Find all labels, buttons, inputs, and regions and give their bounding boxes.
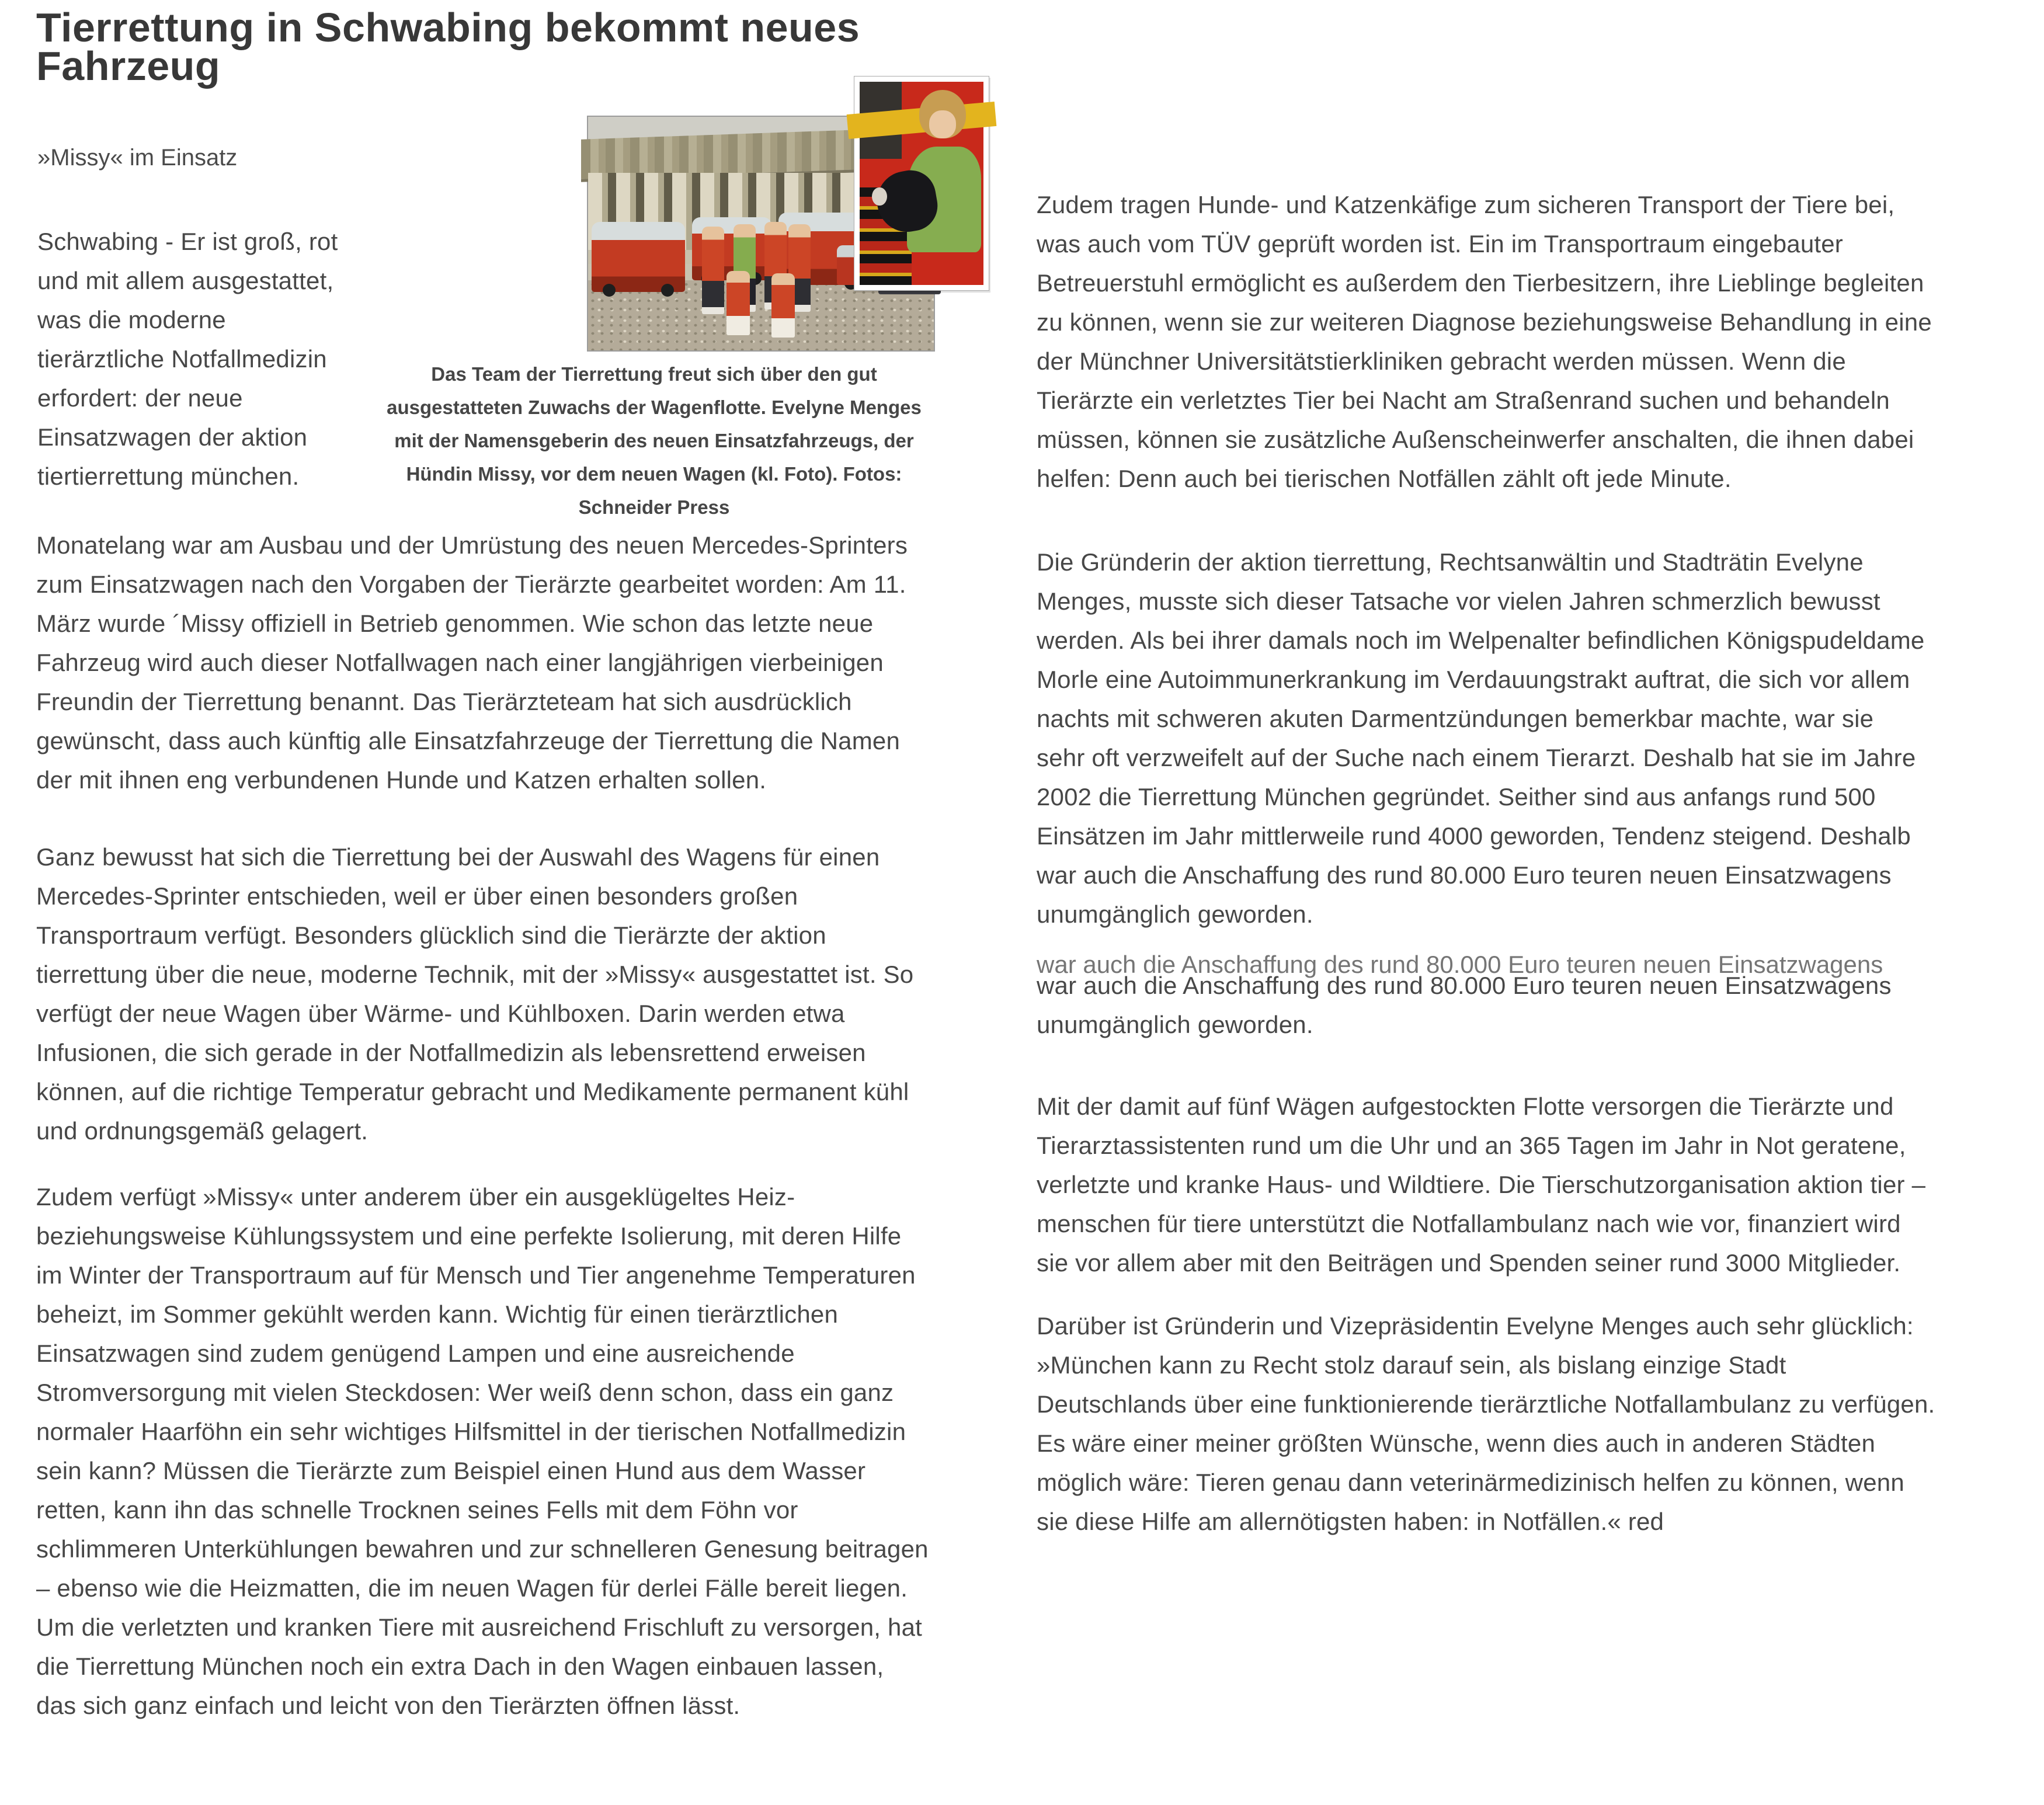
text-line: beziehungsweise Kühlungssystem und eine perfekte Isolierung, mit deren Hilfe [36,1222,902,1250]
paragraph-duplicate-fragment [1037,966,2029,1044]
text-line: sie diese Hilfe am allernötigsten haben: in Notfällen.« red [1037,1508,1664,1535]
text-line: normaler Haarföhn ein sehr wichtiges Hilfsmittel in der tierischen Notfallmedizin [36,1418,906,1445]
text-line: Die Gründerin der aktion tierrettung, Rechtsanwältin und Stadträtin Evelyne [1037,548,1864,576]
text-line: erfordert: der neue [37,384,243,412]
text-line: verletzte und kranke Haus- und Wildtiere. Die Tierschutzorganisation aktion tier – [1037,1171,1926,1198]
text-line: möglich wäre: Tieren genau dann veterinärmedizinisch helfen zu können, wenn [1037,1469,1904,1496]
text-line: Transportraum verfügt. Besonders glücklich sind die Tierärzte der aktion [36,921,826,949]
clipped-line-artifact [1037,951,2006,978]
paragraph-zudem-tragen [1037,185,2029,498]
paragraph-zudem-verfuegt [36,1177,1017,1725]
text-line: mit der Namensgeberin des neuen Einsatzfahrzeugs, der [394,430,914,451]
text-line: das sich ganz einfach und leicht von den Tierärzten öffnen lässt. [36,1692,741,1719]
text-line: Darüber ist Gründerin und Vizepräsidentin Evelyne Menges auch sehr glücklich: [1037,1312,1914,1340]
team-member [702,227,724,314]
text-line: Deutschlands über eine funktionierende tierärztliche Notfallambulanz zu verfügen. [1037,1390,1935,1418]
woman-face [929,110,957,139]
text-line: beheizt, im Sommer gekühlt werden kann. Wichtig für einen tierärztlichen [36,1300,839,1328]
team-member-kneeling [771,273,795,338]
text-line: Ganz bewusst hat sich die Tierrettung bei der Auswahl des Wagens für einen [36,843,880,871]
text-line: Schwabing - Er ist groß, rot [37,228,338,255]
text-line: tiertierrettung münchen. [37,462,300,490]
text-line: menschen für tiere unterstützt die Notfallambulanz nach wie vor, finanziert wird [1037,1210,1901,1237]
text-line: war auch die Anschaffung des rund 80.000 Euro teuren neuen Einsatzwagens [1037,972,1892,999]
text-line: Tierarztassistenten rund um die Uhr und an 365 Tagen im Jahr in Not geratene, [1037,1132,1906,1159]
paragraph-mit-der-flotte [1037,1087,2029,1282]
clipped-line-text: war auch die Anschaffung des rund 80.000 Euro teuren neuen Einsatzwagens [1037,951,1883,978]
rescue-van-left [592,222,685,292]
inset-photo [854,76,989,291]
text-line: die Tierrettung München noch ein extra Dach in den Wagen einbauen lassen, [36,1653,884,1680]
photo-caption [336,357,972,524]
paragraph-ganz-bewusst [36,837,1017,1150]
text-line: Mercedes-Sprinter entschieden, weil er über einen besonders großen [36,882,798,910]
dog-muzzle [872,187,887,206]
article-kicker: »Missy« im Einsatz [37,145,238,171]
text-line: sehr oft verzweifelt auf der Suche nach einem Tierarzt. Deshalb hat sie im Jahre [1037,744,1916,771]
text-line: und ordnungsgemäß gelagert. [36,1117,369,1145]
text-line: Morle eine Autoimmunerkrankung im Verdauungstrakt auftrat, die sich vor allem [1037,666,1910,693]
text-line: Einsatzwagen der aktion [37,423,308,451]
text-line: nachts mit schweren akuten Darmentzündungen bemerkbar machte, war sie [1037,705,1874,732]
text-line: Fahrzeug wird auch dieser Notfallwagen nach einer langjährigen vierbeinigen [36,649,884,676]
text-line: Einsatzwagen sind zudem genügend Lampen und eine ausreichende [36,1340,795,1367]
text-line: was die moderne [37,306,226,333]
text-line: helfen: Denn auch bei tierischen Notfällen zählt oft jede Minute. [1037,465,1732,492]
text-line: werden. Als bei ihrer damals noch im Welpenalter befindlichen Königspudeldame [1037,627,1925,654]
text-line: Hündin Missy, vor dem neuen Wagen (kl. Foto). Fotos: [406,463,902,485]
team-member-kneeling [726,271,750,335]
text-line: Zudem tragen Hunde- und Katzenkäfige zum sicheren Transport der Tiere bei, [1037,191,1895,218]
text-line: »München kann zu Recht stolz darauf sein, als bislang einzige Stadt [1037,1351,1786,1379]
text-line: retten, kann ihn das schnelle Trocknen seines Fells mit dem Föhn vor [36,1496,798,1524]
text-line: müssen, können sie zusätzliche Außenscheinwerfer anschalten, die ihnen dabei [1037,426,1914,453]
text-line: Betreuerstuhl ermöglicht es außerdem den Tierbesitzern, ihre Lieblinge begleiten [1037,269,1924,297]
text-line: im Winter der Transportraum auf für Mensch und Tier angenehme Temperaturen [36,1261,916,1289]
text-line: Stromversorgung mit vielen Steckdosen: Wer weiß denn schon, dass ein ganz [36,1379,894,1406]
text-line: Einsätzen im Jahr mittlerweile rund 4000 geworden, Tendenz steigend. Deshalb [1037,822,1911,850]
inset-photo-content [860,82,983,285]
text-line: Tierärzte ein verletztes Tier bei Nacht am Straßenrand suchen und behandeln [1037,387,1890,414]
paragraph-darueber [1037,1306,2029,1541]
text-line: ausgestatteten Zuwachs der Wagenflotte. Evelyne Menges [387,397,922,418]
text-line: zu können, wenn sie zur weiteren Diagnose beziehungsweise Behandlung in eine [1037,308,1932,336]
text-line: der Münchner Universitätstierkliniken gebracht werden müssen. Wenn die [1037,347,1846,375]
text-line: unumgänglich geworden. [1037,900,1313,928]
text-line: können, auf die richtige Temperatur gebracht und Medikamente permanent kühl [36,1078,909,1105]
text-line: Um die verletzten und kranken Tiere mit ausreichend Frischluft zu versorgen, hat [36,1613,923,1641]
text-line: tierärztliche Notfallmedizin [37,345,327,373]
article-title [36,5,1058,89]
text-line: Monatelang war am Ausbau und der Umrüstung des neuen Mercedes-Sprinters [36,531,908,559]
paragraph-monatelang [36,526,1017,799]
text-line: März wurde ´Missy offiziell in Betrieb genommen. Wie schon das letzte neue [36,610,874,637]
text-line: Es wäre einer meiner größten Wünsche, wenn dies auch in anderen Städten [1037,1430,1876,1457]
text-line: tierrettung über die neue, moderne Technik, mit der »Missy« ausgestattet ist. So [36,961,914,988]
text-line: war auch die Anschaffung des rund 80.000 Euro teuren neuen Einsatzwagens [1037,861,1892,889]
text-line: – ebenso wie die Heizmatten, die im neuen Wagen für derlei Fälle bereit liegen. [36,1574,908,1602]
text-line: sein kann? Müssen die Tierärzte zum Beispiel einen Hund aus dem Wasser [36,1457,866,1484]
text-line: Das Team der Tierrettung freut sich über den gut [431,363,877,385]
text-line: Tierrettung in Schwabing bekommt neues [36,5,860,50]
text-line: Schneider Press [578,496,730,518]
paragraph-die-gruenderin [1037,542,2029,934]
text-line: Mit der damit auf fünf Wägen aufgestockten Flotte versorgen die Tierärzte und [1037,1093,1894,1120]
text-line: schlimmeren Unterkühlungen bewahren und zur schnelleren Genesung beitragen [36,1535,929,1563]
text-line: verfügt der neue Wagen über Wärme- und Kühlboxen. Darin werden etwa [36,1000,845,1027]
text-line: der mit ihnen eng verbundenen Hunde und Katzen erhalten sollen. [36,766,767,794]
text-line: Fahrzeug [36,43,221,89]
text-line: zum Einsatzwagen nach den Vorgaben der Tierärzte gearbeitet worden: Am 11. [36,571,906,598]
text-line: sie vor allem aber mit den Beiträgen und Spenden seiner rund 3000 Mitglieder. [1037,1249,1901,1277]
text-line: 2002 die Tierrettung München gegründet. Seither sind aus anfangs rund 500 [1037,783,1876,811]
text-line: gewünscht, dass auch künftig alle Einsatzfahrzeuge der Tierrettung die Namen [36,727,901,754]
text-line: Zudem verfügt »Missy« unter anderem über ein ausgeklügeltes Heiz- [36,1183,795,1211]
text-line: was auch vom TÜV geprüft worden ist. Ein im Transportraum eingebauter [1037,230,1843,258]
text-line: Freundin der Tierrettung benannt. Das Tierärzteteam hat sich ausdrücklich [36,688,852,715]
text-line: und mit allem ausgestattet, [37,267,334,294]
text-line: Infusionen, die sich gerade in der Notfallmedizin als lebensrettend erweisen [36,1039,866,1066]
text-line: unumgänglich geworden. [1037,1011,1313,1038]
text-line: Menges, musste sich dieser Tatsache vor vielen Jahren schmerzlich bewusst [1037,587,1880,615]
